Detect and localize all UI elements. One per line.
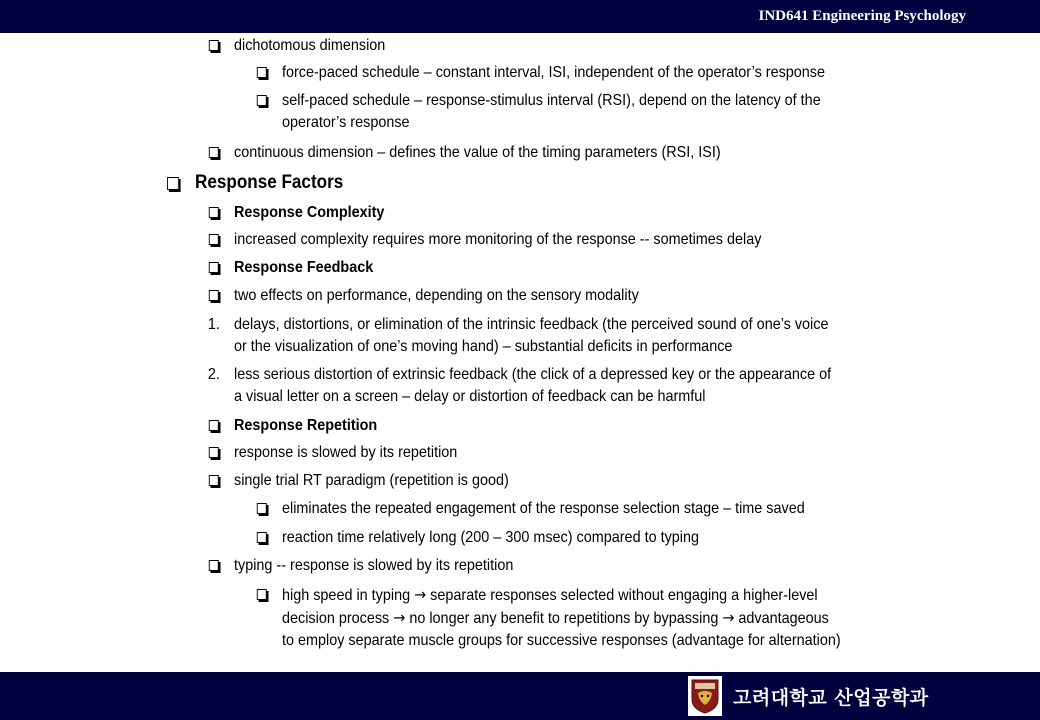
item-text: increased complexity requires more monitoring of the response -- sometimes delay — [234, 231, 762, 248]
item-text: operator’s response — [282, 114, 410, 131]
item-text: a visual letter on a screen – delay or distortion of feedback can be harmful — [234, 388, 706, 405]
bullet-item — [234, 285, 639, 307]
bullet-item — [234, 470, 509, 492]
checkbox-bullet-icon — [209, 40, 219, 51]
section-heading — [195, 172, 343, 194]
item-number: 2. — [207, 366, 220, 383]
checkbox-bullet-icon — [257, 503, 267, 514]
subheading-item — [234, 202, 384, 224]
numbered-item — [207, 314, 829, 358]
checkbox-bullet-icon — [209, 475, 219, 486]
item-text: advantageous — [734, 610, 829, 627]
bullet-item — [282, 62, 825, 84]
checkbox-bullet-icon — [257, 95, 267, 106]
arrow-right-icon: → — [393, 608, 406, 627]
subheading-item — [234, 257, 373, 279]
item-text: to employ separate muscle groups for successive responses (advantage for alternation) — [282, 632, 841, 649]
checkbox-bullet-icon — [209, 420, 219, 431]
item-text: Response Complexity — [234, 204, 385, 221]
bullet-item — [282, 527, 699, 549]
item-text: or the visualization of one’s moving hand) – substantial deficits in performance — [234, 338, 733, 355]
bullet-item — [234, 142, 721, 164]
item-text: continuous dimension – defines the value of the timing parameters (RSI, ISI) — [234, 144, 721, 161]
checkbox-bullet-icon — [209, 147, 219, 158]
checkbox-bullet-icon — [209, 234, 219, 245]
arrow-right-icon: → — [722, 608, 735, 627]
item-text: less serious distortion of extrinsic feedback (the click of a depressed key or the appearance of — [234, 366, 832, 383]
item-number: 1. — [207, 316, 220, 333]
checkbox-bullet-icon — [209, 262, 219, 273]
item-text: two effects on performance, depending on the sensory modality — [234, 287, 639, 304]
checkbox-bullet-icon — [257, 589, 267, 600]
header-bar — [0, 0, 1040, 33]
university-crest-icon — [688, 676, 722, 716]
arrow-right-icon: → — [414, 585, 427, 604]
checkbox-bullet-icon — [209, 290, 219, 301]
course-title: IND641 Engineering Psychology — [758, 8, 966, 24]
item-text: response is slowed by its repetition — [234, 444, 458, 461]
subheading-item — [234, 415, 377, 437]
bullet-item — [282, 90, 821, 134]
checkbox-bullet-icon — [257, 67, 267, 78]
bullet-item — [282, 498, 805, 520]
checkbox-bullet-icon — [209, 447, 219, 458]
item-text: separate responses selected without engaging a higher-level — [426, 587, 818, 604]
item-text: Response Repetition — [234, 417, 378, 434]
bullet-item — [234, 229, 761, 251]
item-text: eliminates the repeated engagement of the response selection stage – time saved — [282, 500, 805, 517]
department-name: 고려대학교 산업공학과 — [733, 687, 929, 709]
item-text: typing -- response is slowed by its repetition — [234, 557, 514, 574]
item-text: single trial RT paradigm (repetition is good) — [234, 472, 509, 489]
checkbox-bullet-icon — [209, 560, 219, 571]
bullet-item — [234, 442, 457, 464]
item-text: Response Feedback — [234, 259, 374, 276]
item-text: high speed in typing — [282, 587, 415, 604]
bullet-item — [234, 35, 385, 57]
item-text: dichotomous dimension — [234, 37, 386, 54]
item-text: reaction time relatively long (200 – 300 msec) compared to typing — [282, 529, 700, 546]
heading-text: Response Factors — [195, 172, 344, 193]
checkbox-bullet-icon — [209, 207, 219, 218]
item-text: self-paced schedule – response-stimulus interval (RSI), depend on the latency of the — [282, 92, 821, 109]
item-text: no longer any benefit to repetitions by bypassing — [405, 610, 723, 627]
item-text: decision process — [282, 610, 394, 627]
checkbox-bullet-icon — [257, 532, 267, 543]
item-text: delays, distortions, or elimination of the intrinsic feedback (the perceived sound of one’s voice — [234, 316, 829, 333]
numbered-item — [207, 364, 832, 408]
item-text: force-paced schedule – constant interval, ISI, independent of the operator’s response — [282, 64, 826, 81]
bullet-item — [282, 584, 841, 652]
bullet-item — [234, 555, 513, 577]
checkbox-bullet-icon — [167, 177, 179, 190]
